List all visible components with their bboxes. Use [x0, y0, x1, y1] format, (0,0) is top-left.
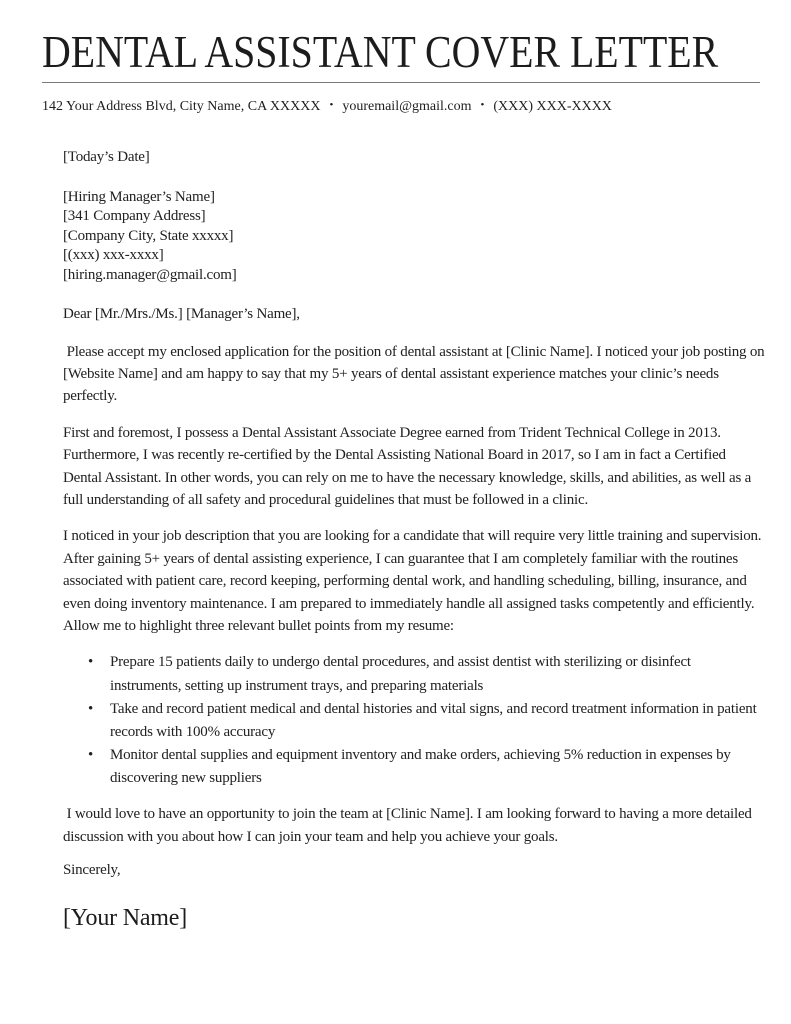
signature-placeholder: [Your Name]: [63, 905, 188, 932]
title-divider: [42, 82, 760, 83]
paragraph-credentials: First and foremost, I possess a Dental Assistant Associate Degree earned from Trident Technical College in 2013. Furthermore, I was recently re-certified by the Dental Assisting National Board in 2017, so I am in fact a Certified Dental Assistant. In other words, you can rely on me to have the necessary knowledge, skills, and abilities, as well as a full understanding of all safety and procedural guidelines that must be followed in a clinic.: [63, 424, 755, 508]
date-placeholder: [Today’s Date]: [63, 149, 150, 165]
recipient-name: [Hiring Manager’s Name]: [63, 188, 215, 205]
bullet-text: Take and record patient medical and dental histories and vital signs, and record treatment information in patient records with 100% accuracy: [110, 700, 757, 740]
recipient-phone: [(xxx) xxx-xxxx]: [63, 247, 164, 263]
bullet-icon: •: [88, 700, 94, 717]
bullet-icon: •: [88, 654, 94, 671]
contact-address: 142 Your Address Blvd, City Name, CA XXXXX: [42, 99, 321, 114]
list-item: [88, 744, 765, 790]
list-item: [88, 651, 765, 697]
page-title: DENTAL ASSISTANT COVER LETTER: [42, 27, 719, 77]
contact-email: youremail@gmail.com: [342, 99, 472, 114]
list-item: [88, 698, 765, 744]
bullet-icon: •: [88, 747, 94, 764]
recipient-city-state: [Company City, State xxxxx]: [63, 227, 234, 244]
bullet-text: Prepare 15 patients daily to undergo dental procedures, and assist dentist with sterilizing or disinfect instruments, setting up instrument trays, and preparing materials: [110, 654, 691, 694]
salutation: Dear [Mr./Mrs./Ms.] [Manager’s Name],: [63, 306, 300, 322]
header: [0, 0, 791, 114]
recipient-block: [63, 188, 765, 286]
signoff: Sincerely,: [63, 861, 121, 878]
paragraph-closing: I would love to have an opportunity to join the team at [Clinic Name]. I am looking forward to having a more detailed discussion with you about how I can join your team and help you achieve your goals.: [63, 805, 756, 845]
bullet-text: Monitor dental supplies and equipment inventory and make orders, achieving 5% reduction in expenses by discovering new suppliers: [110, 747, 731, 787]
dot-separator-icon: •: [480, 99, 485, 111]
recipient-email: [hiring.manager@gmail.com]: [63, 266, 237, 283]
paragraph-experience: I noticed in your job description that you are looking for a candidate that will require very little training and supervision. After gaining 5+ years of dental assisting experience, I can guarantee that I am completely familiar with the routines associated with patient care, record keeping, performing dental work, and handling scheduling, billing, insurance, and even doing inventory maintenance. I am prepared to immediately handle all assigned tasks competently and efficiently. Allow me to highlight three relevant bullet points from my resume:: [63, 528, 765, 634]
contact-phone: (XXX) XXX-XXXX: [493, 99, 612, 114]
recipient-address: [341 Company Address]: [63, 208, 206, 224]
resume-bullet-list: [63, 651, 765, 790]
letter-body: [0, 114, 791, 932]
contact-line: [42, 98, 760, 114]
paragraph-intro: Please accept my enclosed application for the position of dental assistant at [Clinic Name]. I noticed your job posting on [Website Name] and am happy to say that my 5+ years of dental assistant experience matches your clinic’s needs perfectly.: [63, 343, 769, 405]
dot-separator-icon: •: [329, 99, 334, 111]
